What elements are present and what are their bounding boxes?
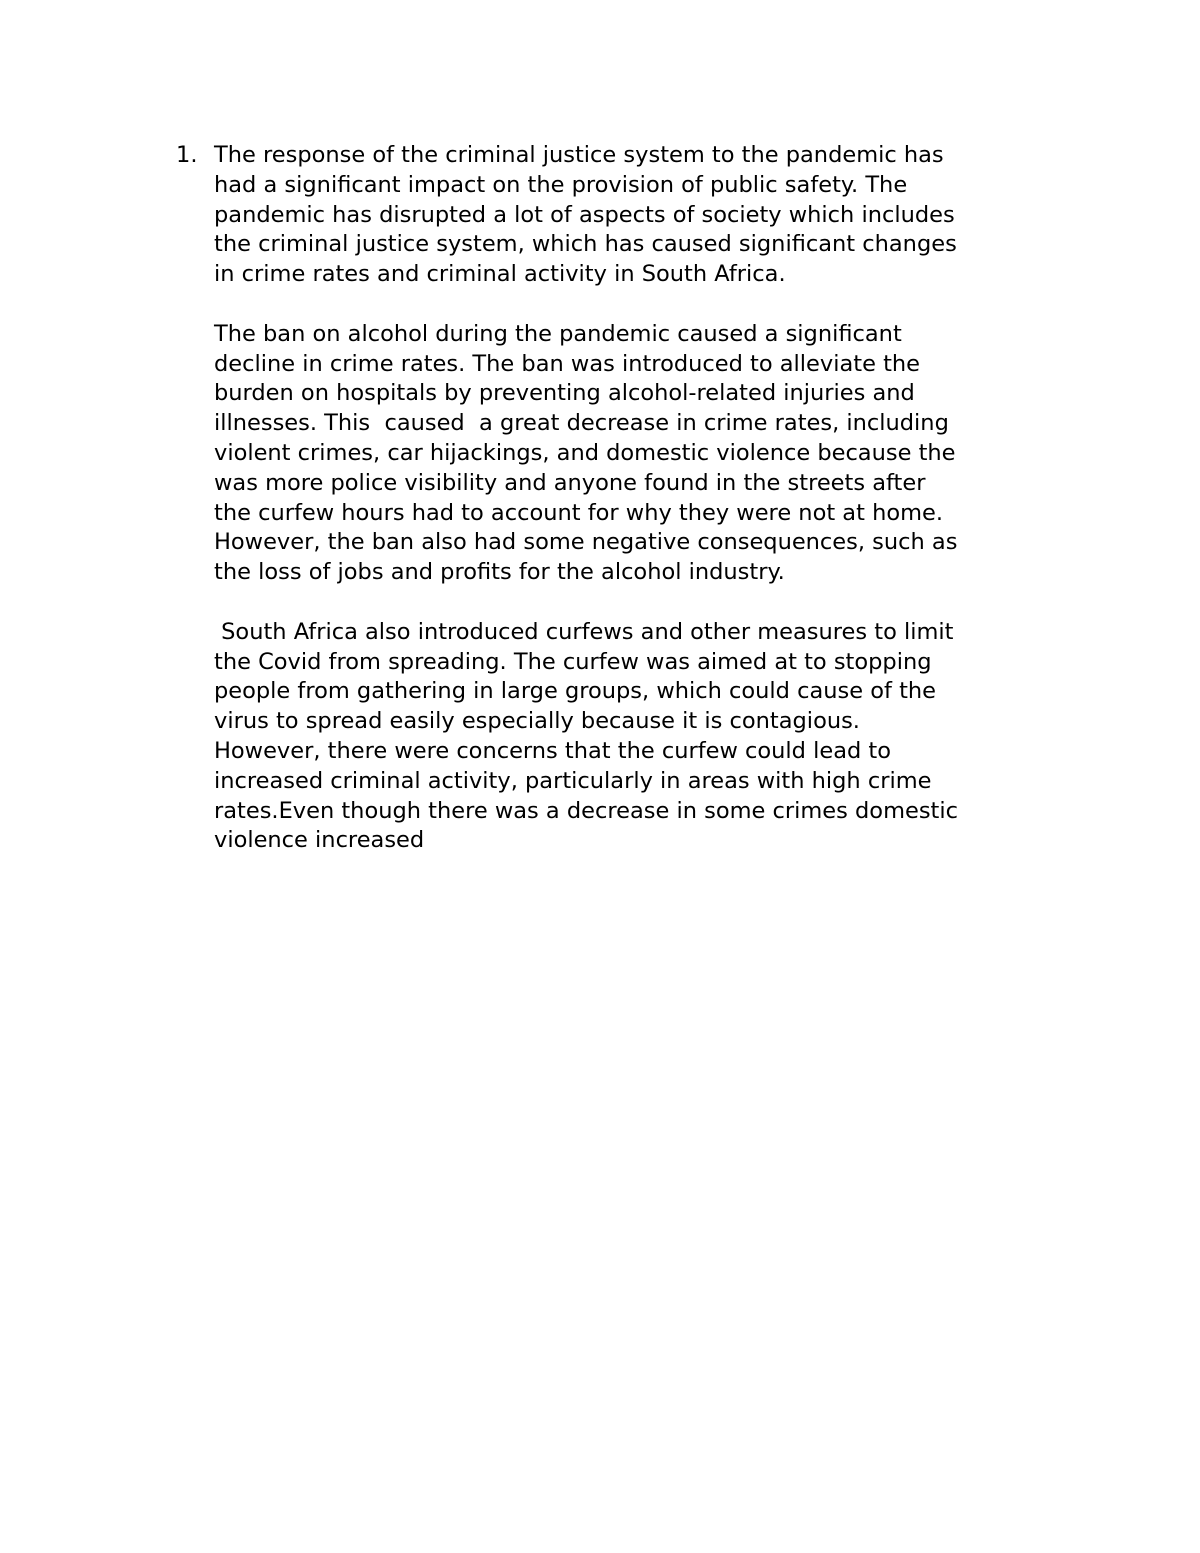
paragraph-alcohol-ban [214,320,1074,588]
text-line: violence increased [214,827,425,854]
text-line: violent crimes, car hijackings, and domestic violence because the [214,439,956,466]
text-line: However, the ban also had some negative consequences, such as [214,529,958,556]
text-line: pandemic has disrupted a lot of aspects of society which includes [214,201,955,228]
text-line: illnesses. This caused a great decrease in crime rates, including [214,410,949,437]
text-line: was more police visibility and anyone found in the streets after [214,469,926,496]
text-line: the curfew hours had to account for why they were not at home. [214,499,944,526]
text-line: the loss of jobs and profits for the alcohol industry. [214,559,785,586]
text-line: increased criminal activity, particularly in areas with high crime [214,767,932,794]
text-line: South Africa also introduced curfews and other measures to limit [214,618,954,645]
text-line: the criminal justice system, which has caused significant changes [214,231,957,258]
text-line: people from gathering in large groups, which could cause of the [214,678,937,705]
text-line: the Covid from spreading. The curfew was aimed at to stopping [214,648,932,675]
text-line: had a significant impact on the provision of public safety. The [214,171,908,198]
text-line: burden on hospitals by preventing alcohol-related injuries and [214,380,915,407]
paragraph-curfews [214,618,1074,856]
list-number: 1. [176,142,198,168]
text-line: decline in crime rates. The ban was introduced to alleviate the [214,350,920,377]
paragraph-criminal-justice-response [214,141,1074,290]
text-line: rates.Even though there was a decrease in some crimes domestic [214,797,958,824]
text-line: in crime rates and criminal activity in South Africa. [214,261,786,288]
text-line: However, there were concerns that the curfew could lead to [214,737,892,764]
list-item-body [214,141,1074,856]
text-line: The ban on alcohol during the pandemic caused a significant [214,320,902,347]
text-line: The response of the criminal justice system to the pandemic has [214,142,944,168]
text-line: virus to spread easily especially because it is contagious. [214,708,860,735]
